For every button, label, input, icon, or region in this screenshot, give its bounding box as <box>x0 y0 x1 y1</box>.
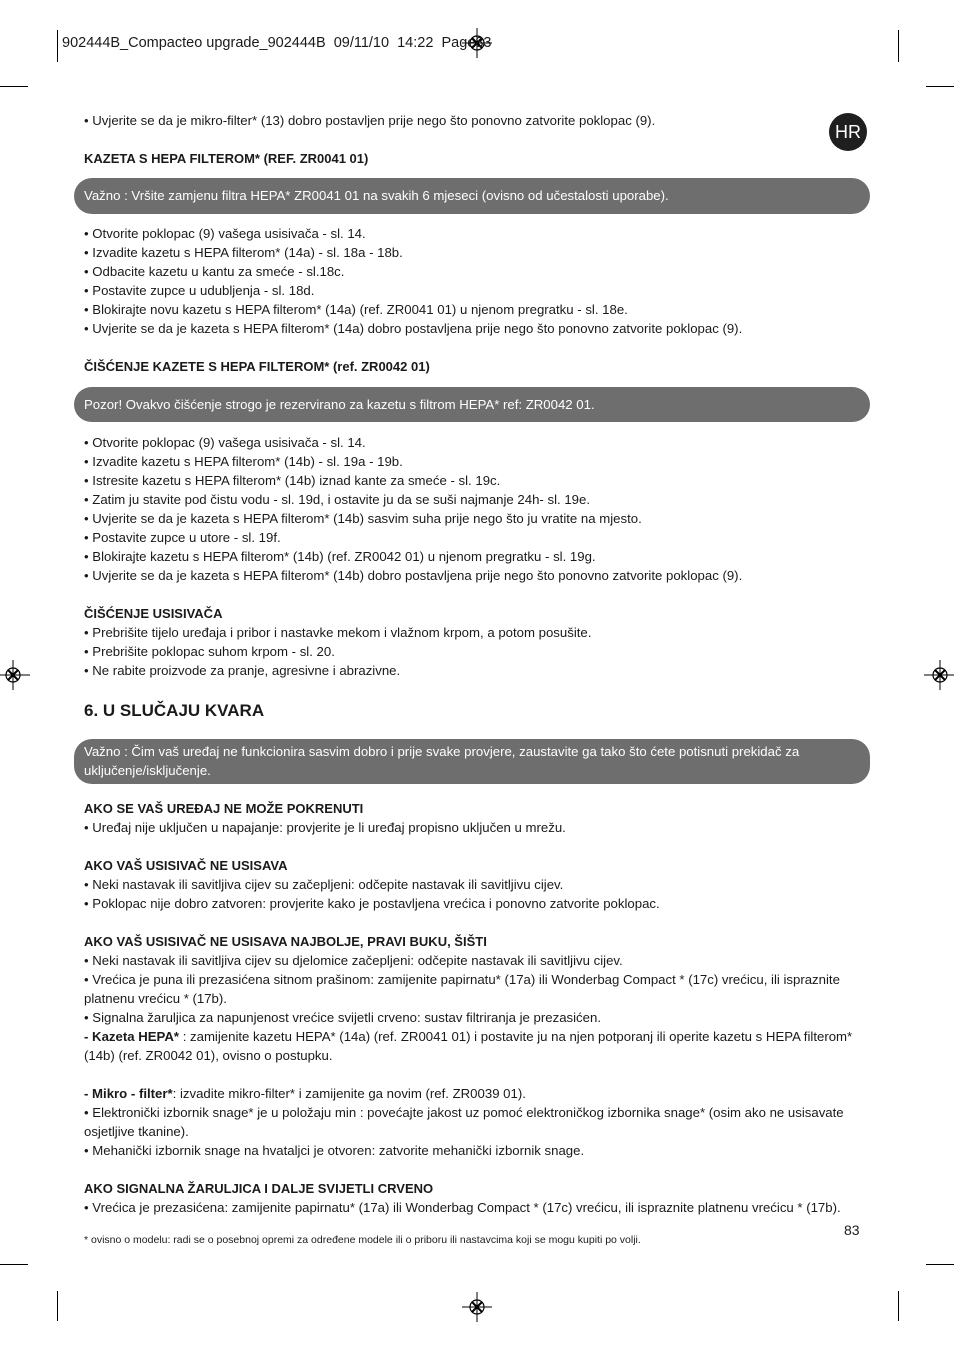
section-heading: ČIŠĆENJE USISIVAČA <box>84 606 223 621</box>
list-item: • Vrećica je prezasićena: zamijenite papirnatu* (17a) ili Wonderbag Compact * (17c) vrećicu, ili ispraznite platnenu vrećicu * (17b). <box>84 1200 841 1215</box>
item-text: : izvadite mikro-filter* i zamijenite ga novim (ref. ZR0039 01). <box>172 1086 526 1101</box>
list-item: • Neki nastavak ili savitljiva cijev su djelomice začepljeni: odčepite nastavak ili savitljivu cijev. <box>84 953 623 968</box>
list-item: • Otvorite poklopac (9) vašega usisivača - sl. 14. <box>84 435 366 450</box>
subsection-heading: AKO VAŠ USISIVAČ NE USISAVA NAJBOLJE, PRAVI BUKU, ŠIŠTI <box>84 934 487 949</box>
list-item: • Izvadite kazetu s HEPA filterom* (14b) - sl. 19a - 19b. <box>84 454 403 469</box>
list-item: • Neki nastavak ili savitljiva cijev su začepljeni: odčepite nastavak ili savitljivu cijev. <box>84 877 564 892</box>
item-text: : zamijenite kazetu HEPA* (14a) (ref. ZR0041 01) i postavite ju na njen potporanj ili operite kazetu s HEPA filterom* (14b) (ref. ZR0042 01), ovisno o postupku. <box>84 1029 853 1063</box>
crop-mark <box>898 30 899 62</box>
crop-mark <box>57 1291 58 1321</box>
note-text: Važno : Vršite zamjenu filtra HEPA* ZR0041 01 na svakih 6 mjeseci (ovisno od učestalosti uporabe). <box>84 188 669 203</box>
list-item: • Signalna žaruljica za napunjenost vrećice svijetli crveno: sustav filtriranja je prezasićen. <box>84 1010 601 1025</box>
list-item: • Uređaj nije uključen u napajanje: provjerite je li uređaj propisno uključen u mrežu. <box>84 820 566 835</box>
crop-mark <box>57 30 58 62</box>
subsection-heading: AKO VAŠ USISIVAČ NE USISAVA <box>84 858 288 873</box>
language-badge-label: HR <box>835 121 861 142</box>
crop-mark <box>0 86 28 87</box>
list-item: • Blokirajte kazetu s HEPA filterom* (14b) (ref. ZR0042 01) u njenom pregratku - sl. 19g. <box>84 549 596 564</box>
item-label: - Mikro - filter* <box>84 1086 173 1101</box>
note-text: Pozor! Ovakvo čišćenje strogo je rezervirano za kazetu s filtrom HEPA* ref: ZR0042 01. <box>84 397 595 412</box>
list-item <box>84 1084 526 1103</box>
note-bar <box>74 739 870 784</box>
list-item: • Uvjerite se da je kazeta s HEPA filterom* (14b) sasvim suha prije nego što ju vratite na mjesto. <box>84 511 642 526</box>
registration-mark-icon <box>924 660 954 690</box>
list-item: • Postavite zupce u udubljenja - sl. 18d. <box>84 283 315 298</box>
crop-mark <box>898 1291 899 1321</box>
note-text: Važno : Čim vaš uređaj ne funkcionira sasvim dobro i prije svake provjere, zaustavite ga tako što ćete potisnuti prekidač za uključenje/isključenje. <box>84 744 800 778</box>
crop-mark <box>926 1264 954 1265</box>
list-item: • Istresite kazetu s HEPA filterom* (14b) iznad kante za smeće - sl. 19c. <box>84 473 501 488</box>
list-item: • Otvorite poklopac (9) vašega usisivača - sl. 14. <box>84 226 366 241</box>
note-bar <box>74 178 870 214</box>
list-item: • Ne rabite proizvode za pranje, agresivne i abrazivne. <box>84 663 401 678</box>
crop-mark <box>0 1264 28 1265</box>
page-number: 83 <box>844 1222 860 1238</box>
crop-mark <box>926 86 954 87</box>
section-heading: ČIŠĆENJE KAZETE S HEPA FILTEROM* (ref. ZR0042 01) <box>84 359 430 374</box>
list-item: • Prebrišite poklopac suhom krpom - sl. 20. <box>84 644 335 659</box>
list-item: • Uvjerite se da je mikro-filter* (13) dobro postavljen prije nego što ponovno zatvorite poklopac (9). <box>84 113 656 128</box>
section-heading: KAZETA S HEPA FILTEROM* (REF. ZR0041 01) <box>84 151 369 166</box>
note-bar <box>74 387 870 422</box>
list-item: • Zatim ju stavite pod čistu vodu - sl. 19d, i ostavite ju da se suši najmanje 24h- sl. 19e. <box>84 492 590 507</box>
subsection-heading: AKO SE VAŠ UREĐAJ NE MOŽE POKRENUTI <box>84 801 364 816</box>
subsection-heading: AKO SIGNALNA ŽARULJICA I DALJE SVIJETLI CRVENO <box>84 1181 434 1196</box>
list-item: • Uvjerite se da je kazeta s HEPA filterom* (14a) dobro postavljena prije nego što ponovno zatvorite poklopac (9). <box>84 321 743 336</box>
list-item: • Postavite zupce u utore - sl. 19f. <box>84 530 281 545</box>
list-item <box>84 1027 870 1065</box>
registration-mark-icon <box>462 1292 492 1322</box>
footnote: * ovisno o modelu: radi se o posebnoj opremi za određene modele ili o priboru ili nastavcima koji se mogu kupiti po volji. <box>84 1234 641 1246</box>
list-item: • Uvjerite se da je kazeta s HEPA filterom* (14b) dobro postavljena prije nego što ponovno zatvorite poklopac (9). <box>84 568 743 583</box>
registration-mark-icon <box>0 660 30 690</box>
language-badge <box>829 113 867 151</box>
print-slug: 902444B_Compacteo upgrade_902444B 09/11/10 14:22 Page83 <box>62 35 492 51</box>
section-title: 6. U SLUČAJU KVARA <box>84 701 265 720</box>
item-label: - Kazeta HEPA* <box>84 1029 180 1044</box>
list-item: • Odbacite kazetu u kantu za smeće - sl.18c. <box>84 264 345 279</box>
list-item: • Prebrišite tijelo uređaja i pribor i nastavke mekom i vlažnom krpom, a potom posušite. <box>84 625 592 640</box>
list-item: • Mehanički izbornik snage na hvataljci je otvoren: zatvorite mehanički izbornik snage. <box>84 1143 585 1158</box>
list-item: • Blokirajte novu kazetu s HEPA filterom* (14a) (ref. ZR0041 01) u njenom pregratku - sl. 18e. <box>84 302 628 317</box>
list-item: • Izvadite kazetu s HEPA filterom* (14a) - sl. 18a - 18b. <box>84 245 403 260</box>
list-item: • Elektronički izbornik snage* je u položaju min : povećajte jakost uz pomoć elektroničkog izbornika snage* (osim ako ne usisavate osjetljive tkanine). <box>84 1105 844 1139</box>
list-item: • Vrećica je puna ili prezasićena sitnom prašinom: zamijenite papirnatu* (17a) ili Wonderbag Compact * (17c) vrećicu, ili ispraznite platnenu vrećicu * (17b). <box>84 972 840 1006</box>
list-item: • Poklopac nije dobro zatvoren: provjerite kako je postavljena vrećica i ponovno zatvorite poklopac. <box>84 896 660 911</box>
